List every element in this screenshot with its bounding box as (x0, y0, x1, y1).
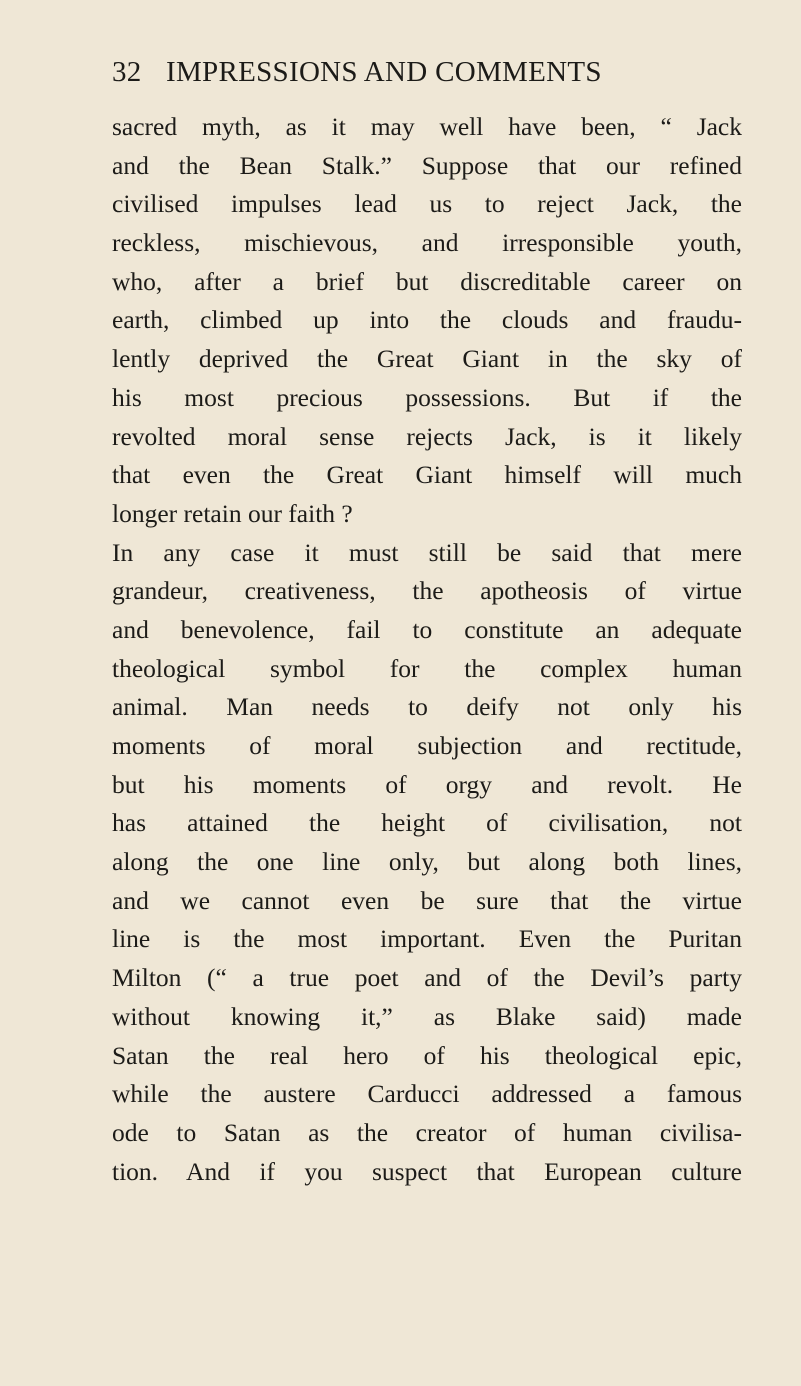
text-line: his most precious possessions. But if the (112, 382, 742, 412)
text-line: while the austere Carducci addressed a famous (112, 1079, 742, 1109)
text-line: and benevolence, fail to constitute an adequate (112, 614, 742, 644)
text-line: moments of moral subjection and rectitude, (112, 731, 742, 760)
running-head (112, 50, 672, 94)
text-line: lently deprived the Great Giant in the sky of (112, 344, 742, 374)
text-line: and the Bean Stalk.” Suppose that our refined (112, 150, 742, 180)
text-line: animal. Man needs to deify not only his (112, 692, 742, 722)
page-number: 32 (112, 56, 142, 88)
text-line: sacred myth, as it may well have been, “ Jack (112, 112, 742, 141)
text-line: Milton (“ a true poet and of the Devil’s party (112, 963, 742, 993)
text-line: Satan the real hero of his theological epic, (112, 1040, 742, 1070)
text-line: but his moments of orgy and revolt. He (112, 769, 742, 799)
text-line: tion. And if you suspect that European culture (112, 1156, 742, 1186)
text-line: that even the Great Giant himself will much (112, 460, 742, 490)
text-line: civilised impulses lead us to reject Jack, the (112, 189, 742, 219)
paragraph-end-line: longer retain our faith ? (112, 498, 353, 528)
text-line: earth, climbed up into the clouds and fraudu- (112, 305, 742, 335)
paragraph-start-line: In any case it must still be said that mere (112, 537, 742, 567)
body-text (112, 108, 742, 1191)
text-line: and we cannot even be sure that the virtue (112, 885, 742, 915)
text-line: revolted moral sense rejects Jack, is it likely (112, 421, 742, 451)
text-line: grandeur, creativeness, the apotheosis of virtue (112, 576, 742, 606)
text-line: ode to Satan as the creator of human civilisa- (112, 1117, 742, 1147)
text-line: theological symbol for the complex human (112, 653, 742, 683)
text-line: has attained the height of civilisation, not (112, 808, 742, 838)
text-line: reckless, mischievous, and irresponsible youth, (112, 228, 742, 258)
running-title: IMPRESSIONS AND COMMENTS (166, 56, 602, 88)
text-line: along the one line only, but along both lines, (112, 847, 742, 877)
text-line: line is the most important. Even the Puritan (112, 924, 742, 954)
text-line: who, after a brief but discreditable career on (112, 266, 742, 296)
text-line: without knowing it,” as Blake said) made (112, 1001, 742, 1031)
